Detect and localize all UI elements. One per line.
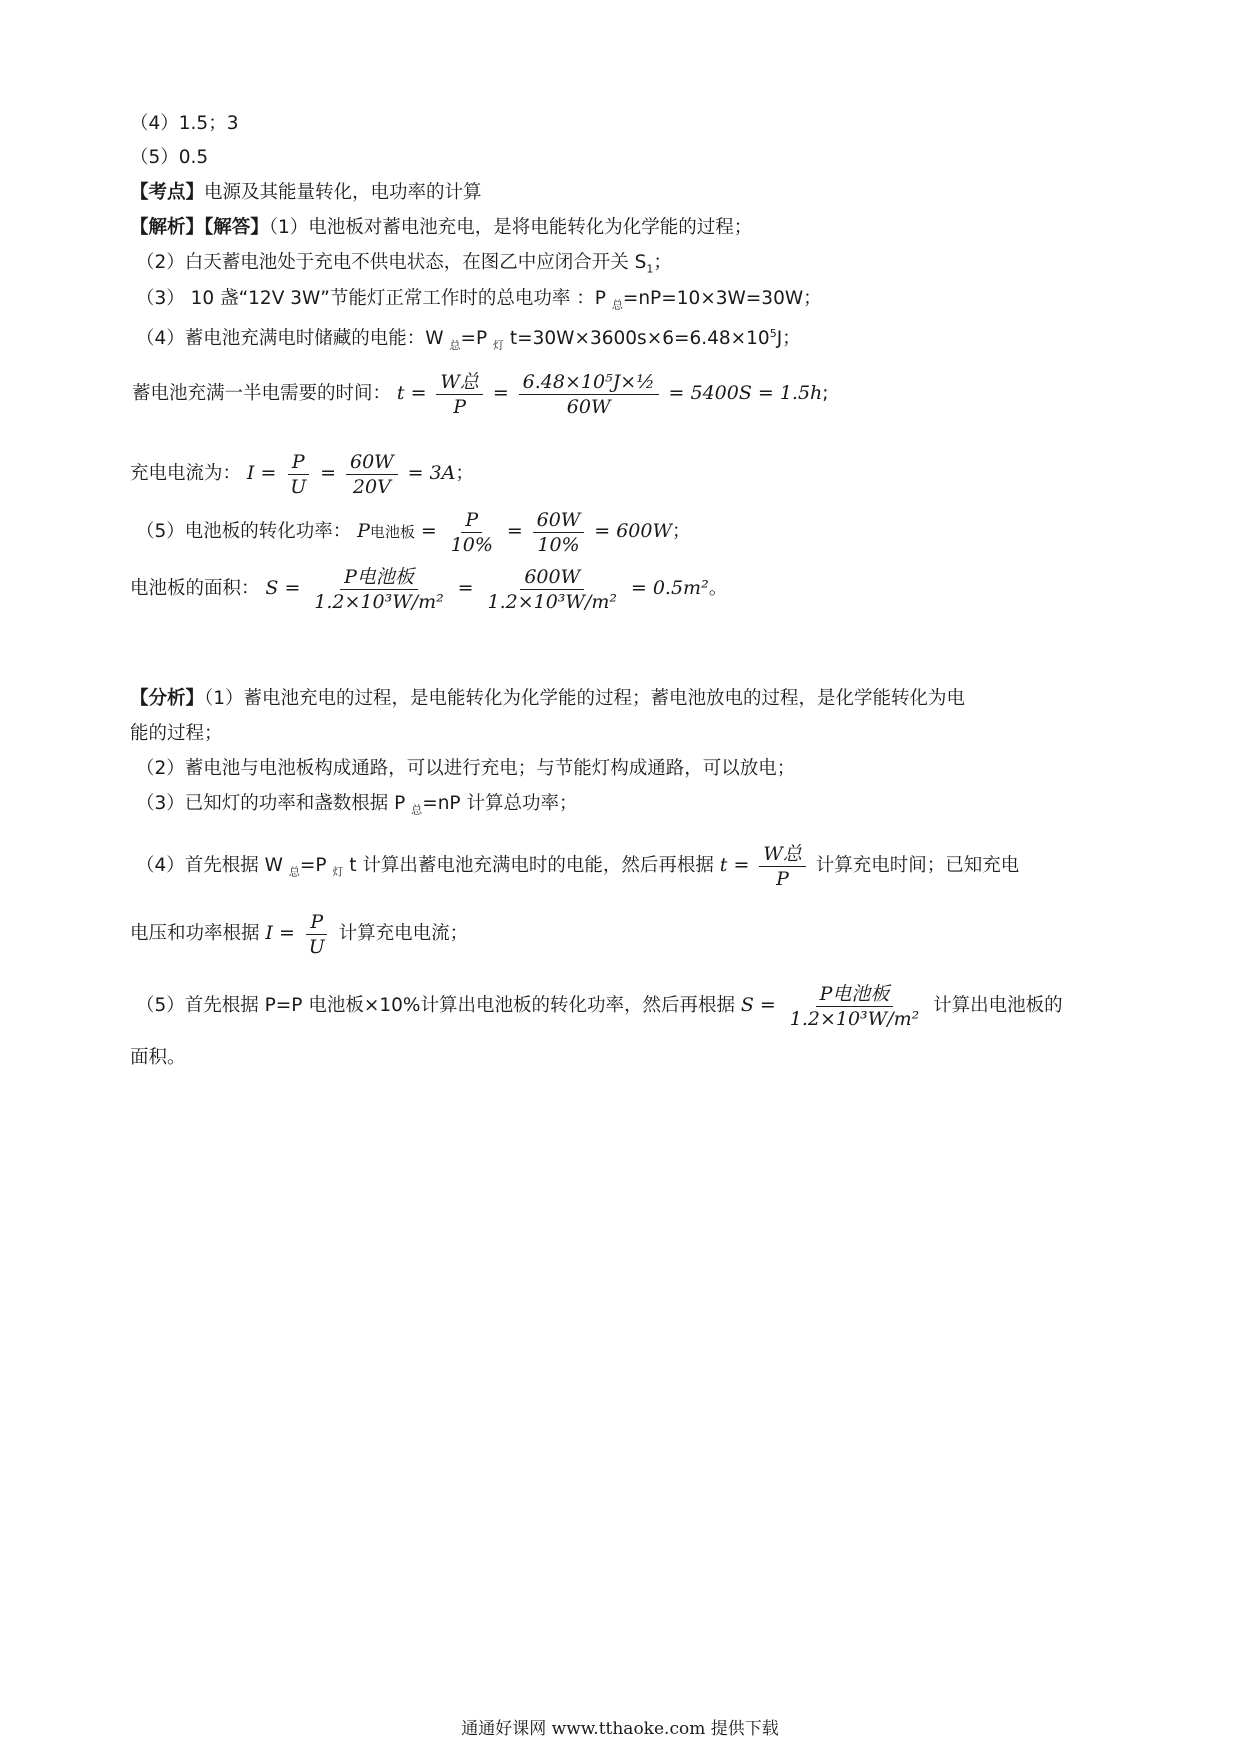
fenxi-l4b-frac bbox=[305, 911, 329, 958]
time-label: 蓄电池充满一半电需要的时间： bbox=[132, 383, 392, 404]
fenxi-l4-c: t 计算出蓄电池充满电时的电能，然后再根据 bbox=[343, 855, 714, 876]
time-den-1: P bbox=[453, 395, 467, 418]
fenxi-l5-den: 1.2×10³W/m² bbox=[789, 1007, 920, 1030]
current-lhs: I = bbox=[246, 462, 277, 484]
fenxi-l3-a: （3）已知灯的功率和盏数根据 P bbox=[136, 793, 412, 814]
fenxi-l3-sub: 总 bbox=[411, 803, 423, 817]
current-formula-line: 充电电流为： I = $\frac{P}{U}$ = $\frac{60W}{20V}$ = 3A； bbox=[130, 450, 474, 498]
kaodian-tag: 【考点】 bbox=[130, 182, 205, 203]
current-label: 充电电流为： bbox=[130, 463, 242, 484]
area-lhs: S = bbox=[265, 577, 301, 599]
jiexi-l4-a: （4）蓄电池充满电时储藏的电能：W bbox=[136, 328, 450, 350]
fenxi-line-5c: 面积。 bbox=[130, 1047, 186, 1068]
current-frac-2 bbox=[346, 451, 398, 498]
fenxi-l4b-a: 电压和功率根据 bbox=[130, 923, 260, 944]
fenxi-line-4 bbox=[136, 840, 1019, 898]
power-result: = 600W bbox=[594, 520, 672, 542]
power-den-2: 10% bbox=[537, 533, 580, 556]
current-num-2: 60W bbox=[346, 451, 398, 475]
fenxi-l4-frac bbox=[759, 843, 806, 890]
jiexi-l2: （2）白天蓄电池处于充电不供电状态，在图乙中应闭合开关 S bbox=[136, 252, 647, 273]
fenxi-l4-frac-lhs: t = bbox=[719, 854, 750, 876]
jiexi-l4-sub1: 总 bbox=[449, 338, 461, 352]
fenxi-l4-d: 计算充电时间；已知充电 bbox=[815, 855, 1020, 876]
jiexi-l4-b: =P bbox=[460, 328, 493, 350]
jiexi-l1: （1）电池板对蓄电池充电，是将电能转化为化学能的过程； bbox=[268, 217, 753, 238]
fenxi-l4-sub1: 总 bbox=[288, 865, 300, 879]
jiexi-l3-sub: 总 bbox=[611, 298, 623, 312]
jiexi-line-3 bbox=[136, 287, 822, 318]
area-end: 。 bbox=[708, 578, 728, 599]
fenxi-l5-num: P电池板 bbox=[816, 983, 894, 1007]
jiexi-l4-d: J； bbox=[776, 328, 801, 350]
fenxi-l4-frac-num: W总 bbox=[759, 843, 806, 867]
fenxi-l1: （1）蓄电池充电的过程，是电能转化为化学能的过程；蓄电池放电的过程，是化学能转化为电 bbox=[204, 688, 966, 709]
fenxi-l4b-den: U bbox=[308, 935, 325, 958]
power-den-1: 10% bbox=[450, 533, 493, 556]
fenxi-line-5 bbox=[136, 980, 1063, 1031]
fenxi-tag: 【分析】 bbox=[130, 688, 205, 709]
jiexi-l4-sup: 5 bbox=[769, 327, 777, 340]
current-den-1: U bbox=[290, 475, 307, 498]
jiexi-l3-a: （3） 10 盏“12V 3W”节能灯正常工作时的总电功率 ：P bbox=[136, 288, 612, 309]
area-formula-line: 电池板的面积： S = $\frac{\text{P电池板}}{\text{1.2×10³W/m²}}$ = $\frac{600W}{\text{1.2×10³W/m²}}$ = 0.5m²。 bbox=[130, 565, 728, 613]
fenxi-l4-a: （4）首先根据 W bbox=[136, 855, 289, 876]
jiexi-line-1 bbox=[130, 216, 752, 240]
area-num-1: P电池板 bbox=[340, 566, 418, 590]
area-frac-1 bbox=[310, 566, 448, 613]
fenxi-line-4b bbox=[130, 908, 468, 959]
fenxi-line-1b: 能的过程； bbox=[130, 723, 223, 744]
fenxi-l3-b: =nP 计算总功率； bbox=[422, 793, 578, 814]
time-formula-line bbox=[132, 368, 829, 419]
answer-5: （5）0.5 bbox=[130, 147, 209, 168]
current-den-2: 20V bbox=[352, 475, 391, 498]
jiexi-l4-c: t=30W×3600s×6=6.48×10 bbox=[504, 328, 770, 350]
power-lhs: P bbox=[357, 520, 370, 542]
fenxi-l4b-b: 计算充电电流； bbox=[338, 923, 469, 944]
fenxi-l5-lhs: S = bbox=[740, 994, 776, 1016]
current-num-1: P bbox=[288, 451, 309, 475]
time-num-2: 6.48×10⁵J×½ bbox=[519, 371, 659, 395]
area-frac-2 bbox=[483, 566, 621, 613]
time-num-1: W总 bbox=[436, 371, 483, 395]
area-den-1: 1.2×10³W/m² bbox=[314, 590, 444, 613]
power-frac-2 bbox=[533, 509, 585, 556]
fenxi-line-2: （2）蓄电池与电池板构成通路，可以进行充电；与节能灯构成通路，可以放电； bbox=[136, 758, 796, 779]
fenxi-l4-frac-den: P bbox=[776, 867, 789, 890]
area-num-2: 600W bbox=[520, 566, 584, 590]
jiexi-l2-end: ； bbox=[653, 252, 672, 273]
jiexi-tag: 【解析】【解答】 bbox=[130, 217, 269, 238]
time-end: ; bbox=[822, 383, 829, 404]
current-result: = 3A bbox=[407, 462, 456, 484]
fenxi-line-1 bbox=[130, 687, 965, 711]
kaodian-text: 电源及其能量转化，电功率的计算 bbox=[204, 182, 482, 203]
page-footer: 通通好课网 www.tthaoke.com 提供下载 bbox=[461, 1719, 779, 1739]
time-frac-1 bbox=[436, 371, 483, 418]
time-den-2: 60W bbox=[566, 395, 611, 418]
fenxi-l4b-num: P bbox=[306, 911, 327, 935]
power-lhs-sub: 电池板 bbox=[369, 523, 415, 541]
jiexi-l2-sub: 1 bbox=[646, 262, 654, 276]
fenxi-l5-a: （5）首先根据 P=P 电池板×10%计算出电池板的转化功率，然后再根据 bbox=[136, 995, 735, 1016]
power-label: （5）电池板的转化功率： bbox=[136, 521, 352, 542]
area-result: = 0.5m² bbox=[630, 577, 709, 599]
fenxi-l4b-lhs: I = bbox=[265, 922, 295, 944]
power-num-2: 60W bbox=[533, 509, 585, 533]
fenxi-l4-b: =P bbox=[299, 855, 333, 876]
fenxi-l5-frac bbox=[786, 983, 924, 1030]
fenxi-l4-sub2: 灯 bbox=[332, 865, 344, 879]
power-frac-1 bbox=[447, 509, 497, 556]
power-formula-line: （5）电池板的转化功率： P电池板 = $\frac{P}{10\%}$ = $\frac{60W}{10\%}$ = 600W； bbox=[136, 508, 691, 556]
current-end: ； bbox=[455, 463, 474, 484]
jiexi-l3-b: =nP=10×3W=30W； bbox=[622, 288, 822, 309]
jiexi-l4-sub2: 灯 bbox=[493, 338, 504, 352]
fenxi-line-3 bbox=[136, 792, 577, 823]
jiexi-line-4 bbox=[136, 322, 801, 358]
time-result: = 5400S = 1.5h bbox=[668, 382, 823, 404]
area-den-2: 1.2×10³W/m² bbox=[487, 590, 617, 613]
power-end: ； bbox=[672, 521, 691, 542]
current-frac-1 bbox=[286, 451, 310, 498]
time-eq: = bbox=[492, 382, 509, 404]
area-label: 电池板的面积： bbox=[130, 578, 260, 599]
kaodian-line bbox=[130, 181, 482, 205]
time-lhs: t = bbox=[396, 382, 427, 404]
power-num-1: P bbox=[461, 509, 482, 533]
fenxi-l5-b: 计算出电池板的 bbox=[933, 995, 1063, 1016]
time-frac-2 bbox=[519, 371, 659, 418]
jiexi-line-2 bbox=[136, 251, 672, 282]
answer-4: （4）1.5；3 bbox=[130, 113, 239, 134]
